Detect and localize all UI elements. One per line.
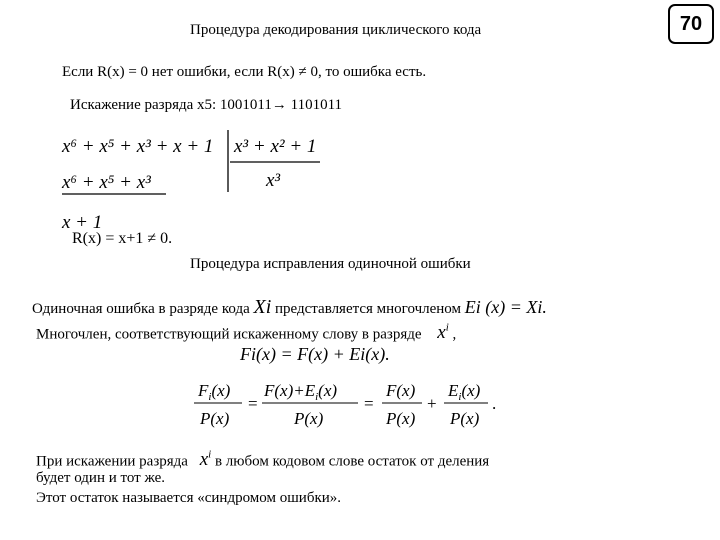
subtrahend: x⁶ + x⁵ + x³ [62,172,151,193]
remainder-result: R(x) = x+1 ≠ 0. [72,230,173,247]
formula-fi: Fi(x) = F(x) + Ei(x). [240,344,390,364]
svg-text:P(x): P(x) [450,409,480,428]
single-error-text-a: Одиночная ошибка в разряде кода [32,301,250,317]
svg-text:.: . [492,394,497,413]
single-error-line [32,296,547,319]
quotient: x³ [266,170,281,191]
single-error-text-b: представляется многочленом [275,301,461,317]
syndrome-paragraph-line1 [36,449,489,471]
syndrome-text-a: При искажении разряда [36,453,188,470]
polynomial-line-comma: , [452,326,457,343]
svg-text:P(x): P(x) [294,409,324,428]
section-subtitle: Процедура исправления одиночной ошибки [190,256,471,272]
polynomial-line [36,322,456,344]
syndrome-paragraph-line2: будет один и тот же. [36,470,166,486]
syndrome-text-b: в любом кодовом слове остаток от деления [214,453,490,470]
svg-text:P(x): P(x) [386,409,416,428]
svg-text:Fi(x): $F_i(x)$ [198,381,231,403]
svg-text:P(x): P(x) [200,409,230,428]
polynomial-line-text: Многочлен, соответствующий искаженному слову в разряде [36,326,422,343]
divisor: x³ + x² + 1 [234,136,317,157]
ei-term: Ei (x) = Xi. [464,297,547,317]
svg-text:F(x)+Ei(x): $F(x)+E_i(x)$ [264,381,338,403]
formula-fractions [190,374,510,434]
distortion-line: Искажение разряда х5: 1001011→ 1101011 [70,97,343,113]
xi-term: Xi [253,296,272,318]
dividend: x⁶ + x⁵ + x³ + x + 1 [62,136,214,157]
svg-text:+: + [427,394,437,413]
svg-text:Ei(x): $E_i(x)$ [448,381,481,403]
syndrome-paragraph-line3: Этот остаток называется «синдромом ошибки». [36,490,342,506]
formula-fractions-text: Fi(x)/P(x) = (F(x)+Ei(x))/P(x) = F(x)/P(x) + Ei(x)/P(x). [190,374,213,375]
condition-line: Если R(x) = 0 нет ошибки, если R(x) ≠ 0, то ошибка есть. [62,64,427,80]
polynomial-division [58,128,388,238]
remainder: x + 1 [62,212,103,233]
page-title: Процедура декодирования циклического кода [190,22,482,38]
svg-text:=: = [248,394,258,413]
x-power-i: $x^i$ [437,322,449,344]
svg-text:F(x): F(x) [386,381,416,400]
svg-text:=: = [364,394,374,413]
x-power-i-2: $x^i$ [199,449,212,471]
slide-number: 70 [668,4,714,44]
